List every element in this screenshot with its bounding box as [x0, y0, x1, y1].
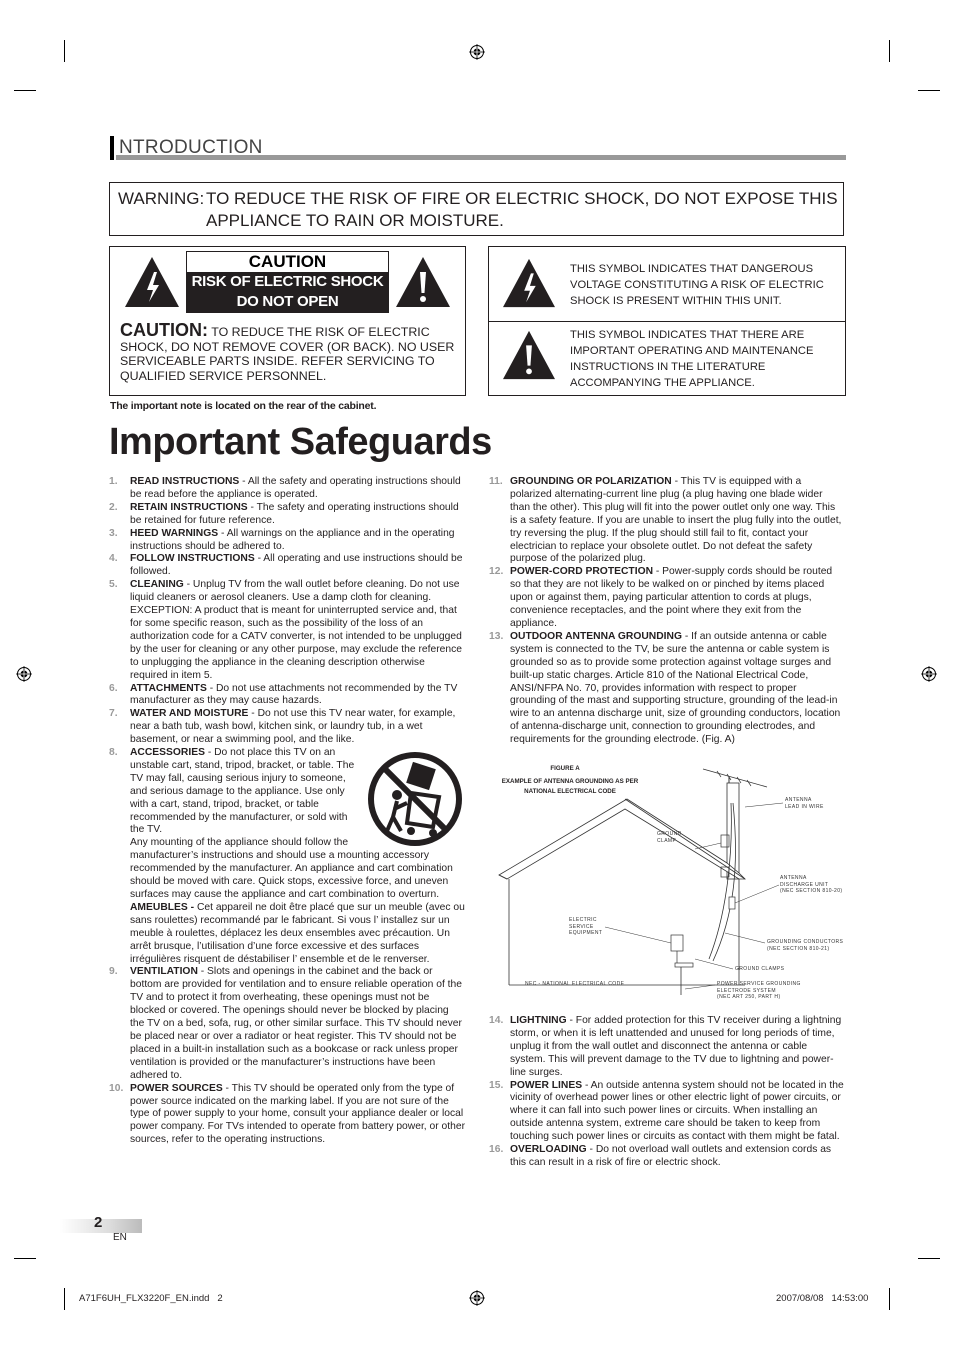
- label-nec: NEC - NATIONAL ELECTRICAL CODE: [525, 981, 625, 987]
- symbols-divider: [489, 321, 845, 322]
- list-item: 7. WATER AND MOISTURE - Do not use this TV near water, for example, near a bath tub, wash bowl, kitchen sink, or laundry tub, in a wet basement, or near a swimming pool, and the like.: [109, 708, 456, 746]
- section-initial-bar: [110, 136, 114, 160]
- warning-box: [109, 182, 844, 236]
- registration-mark-icon: [921, 666, 937, 682]
- crop-mark: [14, 90, 36, 91]
- label-service-equipment: ELECTRIC SERVICE EQUIPMENT: [569, 917, 603, 936]
- caution-banner-title: CAUTION: [187, 252, 388, 272]
- lightning-symbol-icon: [501, 257, 557, 309]
- figure-title-line-1: EXAMPLE OF ANTENNA GROUNDING AS PER: [501, 778, 639, 785]
- list-item: 9. VENTILATION - Slots and openings in the cabinet and the back or bottom are provided for ventilation and to ensure reliable operation of the TV and to protect it from overheating, these openings must not be blocked or covered. The openings should never be blocked by placing the TV on a bed, sofa, rug, or other similar surface. This TV should never be placed near or over a radiator or heat register. This TV should not be placed in a built-in installation such as a bookcase or rack unless proper ventilation is provided or the manufacturer’s instructions have been adhered to.: [109, 966, 462, 1081]
- list-item: 4. FOLLOW INSTRUCTIONS - All operating and use instructions should be followed.: [109, 553, 463, 578]
- page-title: Important Safeguards: [109, 421, 492, 463]
- list-item: 11. GROUNDING OR POLARIZATION - This TV is equipped with a polarized alternating-current line plug (a plug having one blade wider than the other). This plug will fit into the power outlet only one way. This is a safety feature. If you are unable to insert the plug fully into the outlet, try reversing the plug. If the plug should still fail to fit, contact your electrician to replace your obsolete outlet. Do not defeat the safety purpose of the polarized plug.: [489, 476, 842, 565]
- crop-mark: [64, 40, 65, 62]
- crop-mark: [889, 1288, 890, 1310]
- mounting-note: Any mounting of the appliance should follow the manufacturer’s instructions and should use a mounting accessory recommended by the manufacturer. An appliance and cart combination should be moved with care. Quick stops, excessive force, and uneven surfaces may cause the appliance and cart combination to overturn.: [130, 837, 453, 900]
- list-item: 13. OUTDOOR ANTENNA GROUNDING - If an outside antenna or cable system is connected to the TV, be sure the antenna or cable system is grounded so as to provide some protection against voltage surges and built-up static charges. Article 810 of the National Electrical Code, ANSI/NFPA No. 70, provides information with respect to proper grounding of the mast and supporting structure, grounding of the lead-in wire to an antenna discharge unit, size of grounding conductors, location of antenna-discharge unit, connection to grounding electrodes, and requirements for the grounding electrode. (Fig. A): [489, 630, 841, 746]
- page-number: 2: [94, 1214, 103, 1231]
- caution-banner-line-2: DO NOT OPEN: [236, 293, 339, 310]
- list-item: 16. OVERLOADING - Do not overload wall outlets and extension cords as this can result in a risk of fire or electric shock.: [489, 1144, 832, 1168]
- registration-mark-icon: [16, 666, 32, 682]
- cart-tipover-warning-icon: [367, 751, 463, 847]
- figure-label: FIGURE A: [550, 765, 580, 772]
- list-item: 6. ATTACHMENTS - Do not use attachments not recommended by the TV manufacturer as they may cause hazards.: [109, 682, 458, 707]
- crop-mark: [918, 1258, 940, 1259]
- section-title: NTRODUCTION: [119, 137, 263, 158]
- list-item: 14. LIGHTNING - For added protection for this TV receiver during a lightning storm, or when it is left unattended and unused for long periods of time, unplug it from the wall outlet and disconnect the antenna or cable system. This will prevent damage to the TV due to lightning and power-line surges.: [489, 1015, 842, 1078]
- list-item: 3. HEED WARNINGS - All warnings on the appliance and in the operating instructions should be adhered to.: [109, 527, 455, 552]
- caution-body: TO REDUCE THE RISK OF ELECTRIC SHOCK, DO NOT REMOVE COVER (OR BACK). NO USER SERVICEABLE PARTS INSIDE. REFER SERVICING TO QUALIFIED SERVICE PERSONNEL.: [120, 325, 455, 383]
- caution-lead: CAUTION:: [120, 320, 208, 340]
- list-item: 1. READ INSTRUCTIONS - All the safety and operating instructions should be read before the appliance is operated.: [109, 476, 461, 500]
- list-item: 5. CLEANING - Unplug TV from the wall outlet before cleaning. Do not use liquid cleaners or aerosol cleaners. Use a damp cloth for cleaning.: [109, 579, 460, 604]
- footer-timestamp: 2007/08/08 14:53:00: [776, 1293, 869, 1304]
- list-item: 8. ACCESSORIES - Do not place this TV on an unstable cart, stand, tripod, bracket, or table. The TV may fall, causing serious injury to someone, and serious damage to the appliance. Use only with a cart, stand, tripod, bracket, or table recommended by the manufacturer, or sold with the TV.: [109, 747, 465, 837]
- lightning-warning-icon: [123, 255, 181, 309]
- cleaning-exception: EXCEPTION: A product that is meant for uninterrupted service and, that for some specific reason, such as the possibility of the loss of an authorization code for a CATV converter, is not intended to be unplugged by the user for cleaning or any other purpose, may exclude the reference to unplugging the appliance in the cleaning description otherwise required in item 5.: [130, 605, 462, 681]
- rear-note: The important note is located on the rear of the cabinet.: [110, 400, 377, 412]
- label-ground-clamp: GROUND CLAMP: [657, 831, 682, 844]
- caution-text: [120, 320, 460, 383]
- exclamation-symbol-text: THIS SYMBOL INDICATES THAT THERE ARE IMPORTANT OPERATING AND MAINTENANCE INSTRUCTIONS IN THE LITERATURE ACCOMPANYING THE APPLIANCE.: [570, 329, 814, 389]
- registration-mark-icon: [469, 44, 485, 60]
- label-grounding-conductors: GROUNDING CONDUCTORS (NEC SECTION 810-21): [767, 939, 844, 952]
- warning-line-2: APPLIANCE TO RAIN OR MOISTURE.: [206, 211, 504, 230]
- crop-mark: [14, 1258, 36, 1259]
- crop-mark: [918, 90, 940, 91]
- list-item: 15. POWER LINES - An outside antenna system should not be located in the vicinity of overhead power lines or other electric light of power circuits, or where it can fall into such power lines or circuits. When installing an outside antenna system, extreme care should be taken to keep from touching such power lines or circuits as contact with them might be fatal.: [489, 1079, 844, 1143]
- list-item: 12. POWER-CORD PROTECTION - Power-supply cords should be routed so that they are not likely to be walked on or pinched by items placed upon or against them, paying particular attention to cords at plugs, convenience receptacles, and the point where they exit from the appliance.: [489, 566, 833, 629]
- ameubles-note: AMEUBLES - Cet appareil ne doit être placé que sur un meuble (avec ou sans roulettes) recommandé par le fabricant. Si vous l’ installez sur un meuble à roulettes, déplacez les deux ensembles avec précaution. Un arrêt brusque, l’utilisation d’une force excessive et des surfaces irrégulières risquent de déstabiliser l’ ensemble et de le renverser.: [130, 901, 465, 965]
- list-item: 2. RETAIN INSTRUCTIONS - The safety and operating instructions should be retained for future reference.: [109, 501, 459, 526]
- safeguards-list-right-bottom: [489, 1015, 845, 1170]
- exclamation-warning-icon: [394, 255, 452, 309]
- registration-mark-icon: [469, 1290, 485, 1306]
- label-ground-clamps: GROUND CLAMPS: [735, 966, 785, 972]
- label-electrode-system: POWER SERVICE GROUNDING ELECTRODE SYSTEM (NEC ART 250, PART H): [717, 981, 801, 1000]
- antenna-grounding-figure: [495, 763, 845, 1008]
- label-antenna-lead: ANTENNA LEAD IN WIRE: [785, 797, 824, 810]
- warning-line-1: TO REDUCE THE RISK OF FIRE OR ELECTRIC SHOCK, DO NOT EXPOSE THIS: [206, 189, 838, 208]
- caution-box: [109, 246, 466, 396]
- list-item: 10. POWER SOURCES - This TV should be operated only from the type of power source indicated on the marking label. If you are not sure of the type of power supply to your home, consult your appliance dealer or local power company. For TVs intended to operate from battery power, or other sources, refer to the operating instructions.: [109, 1082, 466, 1146]
- warning-label: WARNING:: [118, 189, 205, 208]
- caution-banner-line-1: RISK OF ELECTRIC SHOCK: [191, 273, 384, 290]
- language-code: EN: [113, 1232, 127, 1243]
- crop-mark: [64, 1288, 65, 1310]
- lightning-symbol-text: THIS SYMBOL INDICATES THAT DANGEROUS VOLTAGE CONSTITUTING A RISK OF ELECTRIC SHOCK IS PRESENT WITHIN THIS UNIT.: [570, 263, 824, 307]
- safeguards-list-right-top: [489, 476, 845, 747]
- label-discharge-unit: ANTENNA DISCHARGE UNIT (NEC SECTION 810-20): [780, 875, 843, 894]
- exclamation-symbol-icon: [501, 329, 557, 381]
- caution-banner: [186, 251, 389, 313]
- symbols-box: [488, 246, 846, 396]
- safeguards-list-left: [109, 476, 465, 1147]
- footer-filename: A71F6UH_FLX3220F_EN.indd 2: [79, 1293, 223, 1304]
- figure-title-line-2: NATIONAL ELECTRICAL CODE: [524, 788, 616, 795]
- crop-mark: [889, 40, 890, 62]
